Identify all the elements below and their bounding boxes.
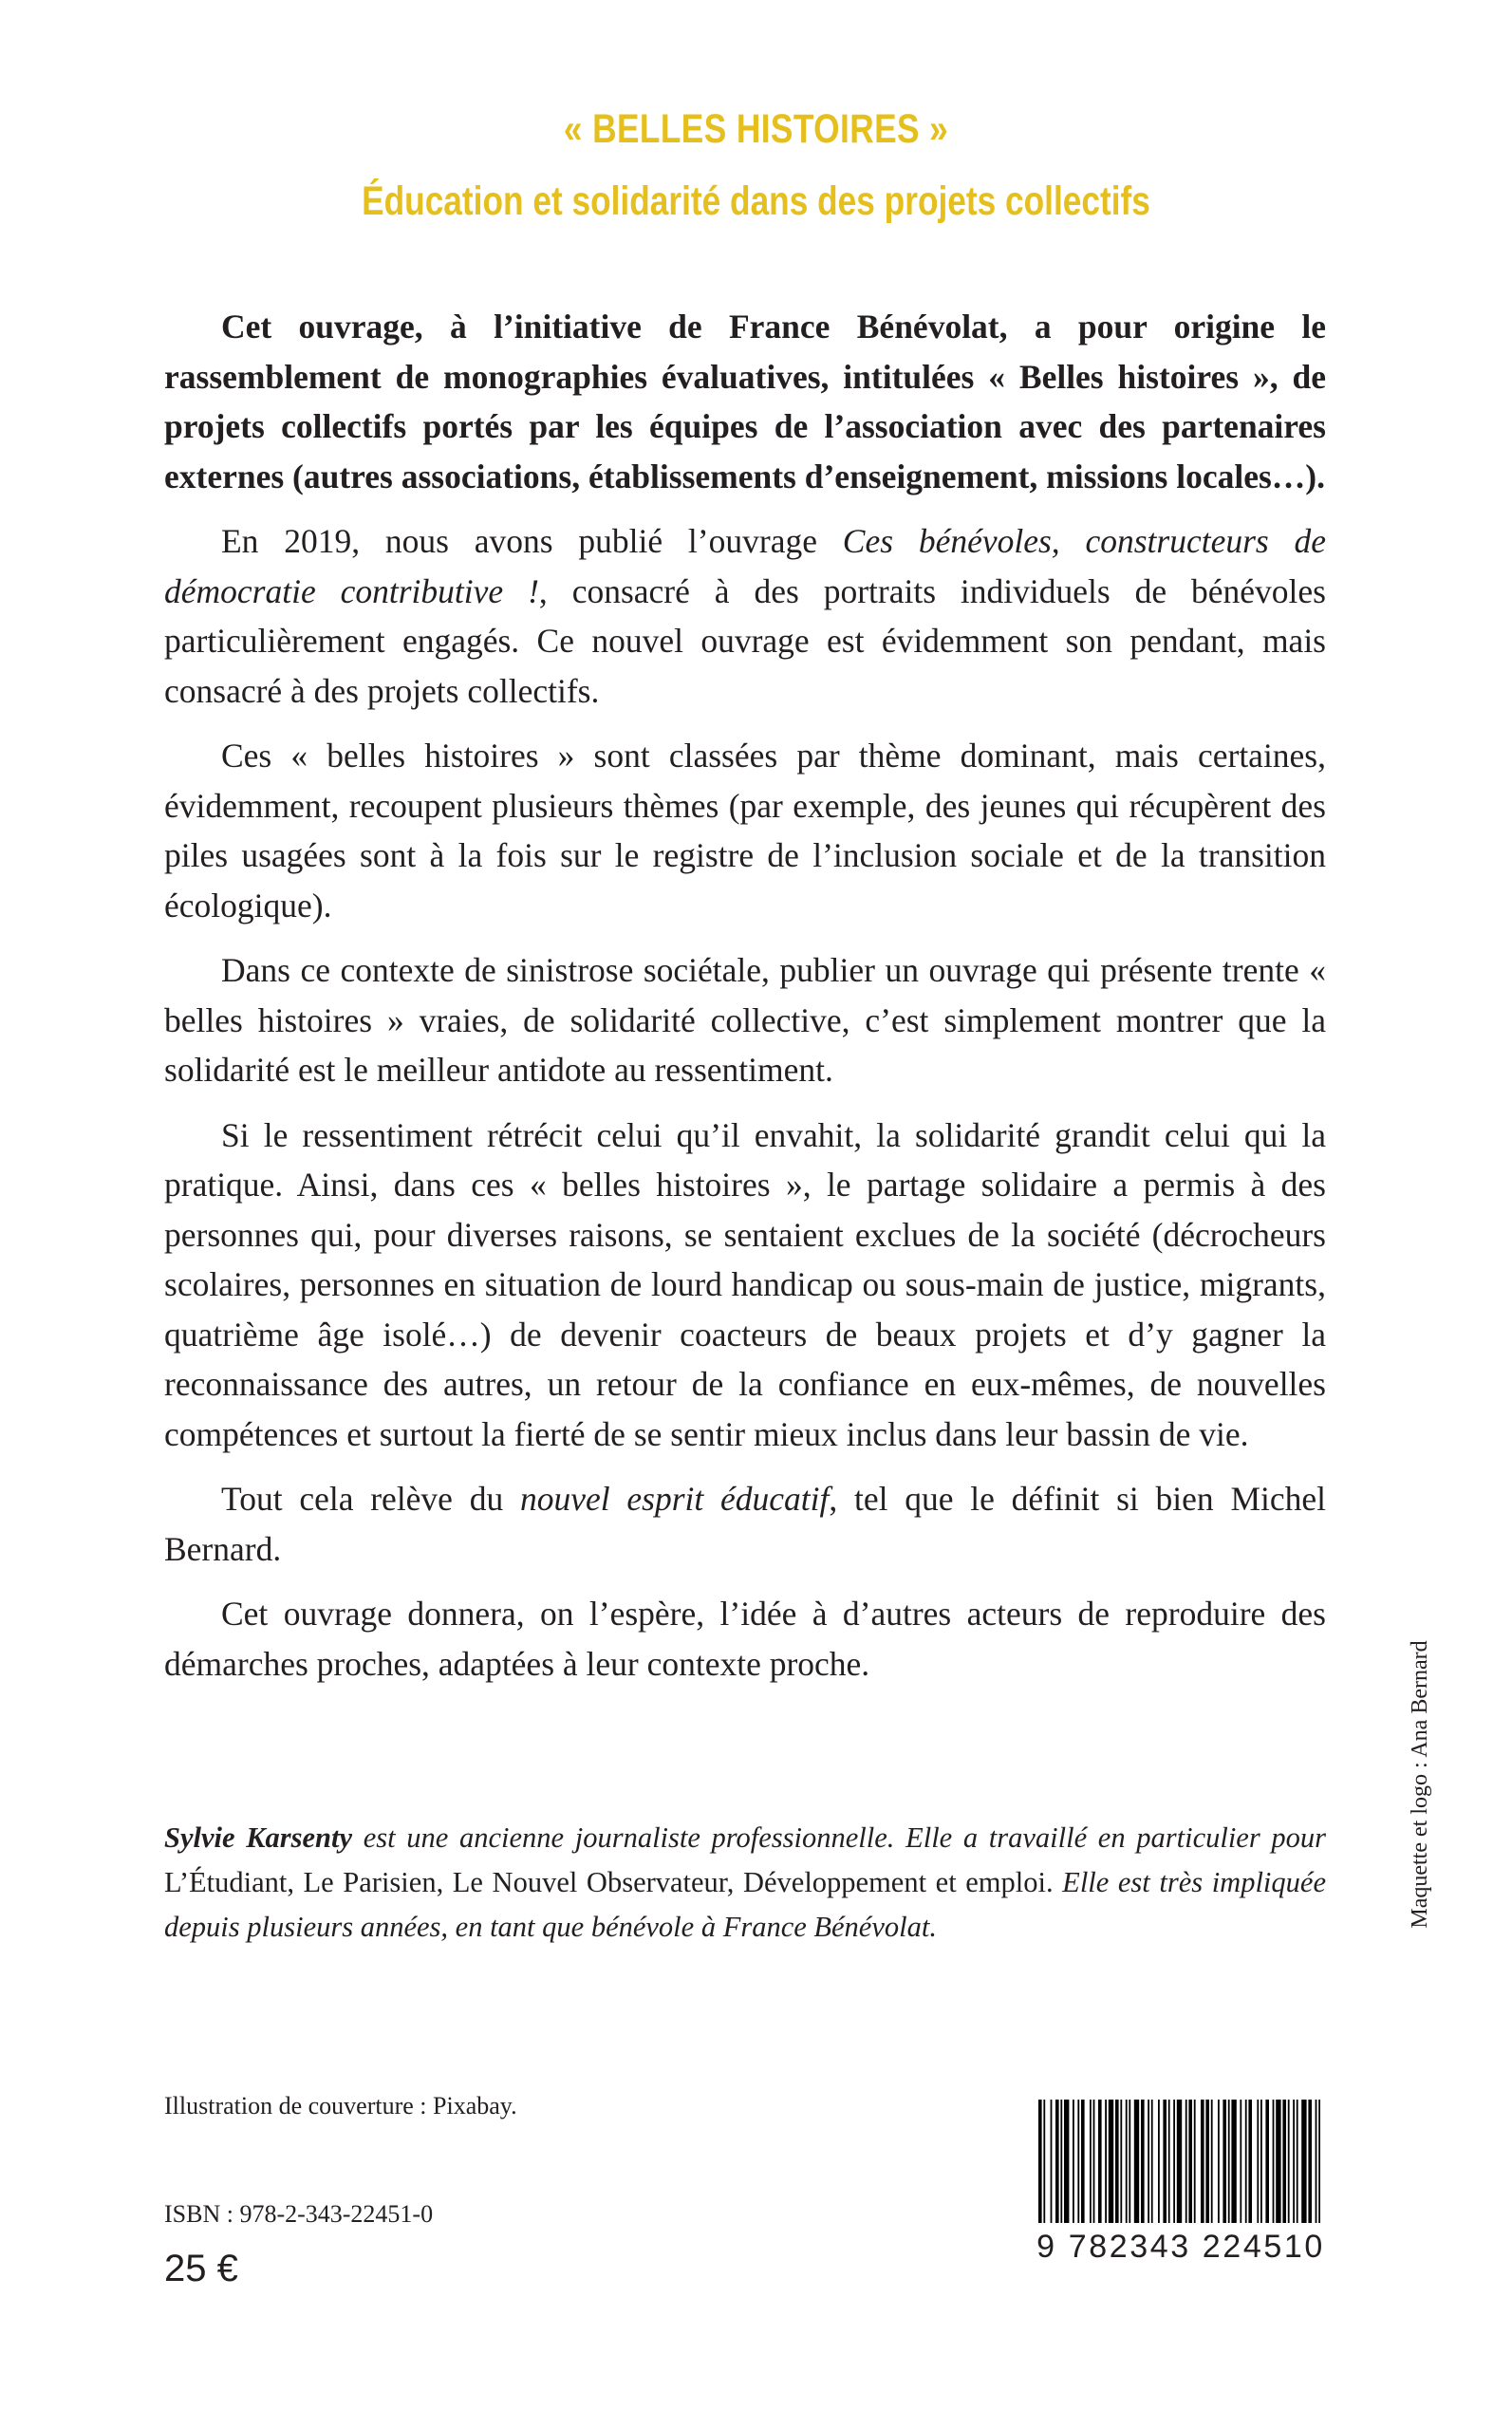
barcode-bar xyxy=(1211,2100,1213,2223)
bio-text-b: Elle est très impliquée depuis plusieurs années, en tant que bénévole à France Bénévolat. xyxy=(164,1866,1326,1943)
barcode-bar xyxy=(1073,2100,1074,2223)
barcode-bar xyxy=(1051,2100,1053,2223)
barcode-bar xyxy=(1282,2100,1286,2223)
summary-paragraph-3: Ces « belles histoires » sont classées par thème dominant, mais certaines, évidemment, recoupent plusieurs thèmes (par exemple, des jeunes qui récupèrent des piles usagées sont à la fois sur le registre de l’inclusion sociale et de la transition écologique). xyxy=(164,737,1326,924)
barcode-bar xyxy=(1141,2100,1145,2223)
barcode-bar xyxy=(1288,2100,1290,2223)
barcode-bar xyxy=(1194,2100,1196,2223)
barcode-bar xyxy=(1205,2100,1209,2223)
barcode-bar xyxy=(1228,2100,1230,2223)
barcode-bar xyxy=(1248,2100,1252,2223)
barcode-bar xyxy=(1318,2100,1320,2223)
barcode-bar xyxy=(1129,2100,1130,2223)
barcode-bar xyxy=(1038,2100,1042,2223)
design-credit: Maquette et logo : Ana Bernard xyxy=(1408,1640,1432,1929)
barcode-bar xyxy=(1257,2100,1259,2223)
summary-paragraph-6 xyxy=(164,1474,1326,1574)
barcode-bar xyxy=(1148,2100,1149,2223)
author-name: Sylvie Karsenty xyxy=(164,1821,353,1854)
summary-paragraph-2 xyxy=(164,516,1326,716)
p6-italic: nouvel esprit éducatif xyxy=(519,1480,830,1518)
barcode-bar xyxy=(1223,2100,1226,2223)
barcode-bar xyxy=(1043,2100,1045,2223)
barcode-bar xyxy=(1316,2100,1317,2223)
barcode-bar xyxy=(1120,2100,1122,2223)
barcode-bar xyxy=(1297,2100,1298,2223)
barcode-bar xyxy=(1115,2100,1119,2223)
barcode-bar xyxy=(1276,2100,1280,2223)
barcode-digits: 9 782343 224510 xyxy=(1036,2229,1325,2265)
barcode-bar xyxy=(1151,2100,1153,2223)
barcode-bar xyxy=(1301,2100,1306,2223)
barcode-bar xyxy=(1173,2100,1175,2223)
barcode-bar xyxy=(1273,2100,1275,2223)
barcode-bar xyxy=(1090,2100,1092,2223)
barcode-bar xyxy=(1109,2100,1113,2223)
barcode-bar xyxy=(1308,2100,1312,2223)
barcode-bar xyxy=(1060,2100,1062,2223)
barcode-bar xyxy=(1105,2100,1107,2223)
barcode-bar xyxy=(1260,2100,1262,2223)
barcode xyxy=(1031,2100,1331,2270)
illustration-credit: Illustration de couverture : Pixabay. xyxy=(164,2092,517,2120)
bio-publications: L’Étudiant, Le Parisien, Le Nouvel Observateur, Développement et emploi. xyxy=(164,1866,1054,1898)
book-title: « BELLES HISTOIRES » xyxy=(563,106,949,152)
summary-paragraph-1: Cet ouvrage, à l’initiative de France Bénévolat, a pour origine le rassemblement de monographies évaluatives, intitulées « Belles histoires », de projets collectifs portés par les équipes de l’association avec des partenaires externes (autres associations, établissements d’enseignement, missions locales…). xyxy=(164,308,1326,495)
summary-paragraph-4: Dans ce contexte de sinistrose sociétale, publier un ouvrage qui présente trente « belles histoires » vraies, de solidarité collective, c’est simplement montrer que la solidarité est le meilleur antidote au ressentiment. xyxy=(164,951,1326,1089)
barcode-bar xyxy=(1081,2100,1085,2223)
p2-text-b: , consacré à des portraits individuels de bénévoles particulièrement engagés. Ce nouvel ouvrage est évidemment son pendant, mais consacré à des projets collectifs. xyxy=(164,571,1326,710)
barcode-bar xyxy=(1201,2100,1204,2223)
author-bio xyxy=(164,1816,1326,1950)
book-subtitle: Éducation et solidarité dans des projets collectifs xyxy=(362,178,1150,224)
barcode-bar xyxy=(1055,2100,1059,2223)
barcode-bar xyxy=(1077,2100,1079,2223)
barcode-bar xyxy=(1158,2100,1160,2223)
barcode-bar xyxy=(1218,2100,1220,2223)
isbn: ISBN : 978-2-343-22451-0 xyxy=(164,2200,434,2228)
barcode-bar xyxy=(1098,2100,1102,2223)
barcode-bar xyxy=(1064,2100,1069,2223)
barcode-bar xyxy=(1168,2100,1170,2223)
barcode-bar xyxy=(1240,2100,1241,2223)
barcode-bar xyxy=(1265,2100,1269,2223)
p2-text-a: En 2019, nous avons publié l’ouvrage xyxy=(221,522,843,560)
p6-text-b: , tel que le définit si bien Michel Bernard. xyxy=(164,1480,1326,1568)
p2-book-title: Ces bénévoles, constructeurs de démocratie contributive ! xyxy=(164,522,1327,610)
bio-text-a: est une ancienne journaliste professionnelle. Elle a travaillé en particulier pour xyxy=(352,1821,1326,1854)
barcode-bar xyxy=(1293,2100,1295,2223)
barcode-bar xyxy=(1185,2100,1187,2223)
barcode-bar xyxy=(1134,2100,1139,2223)
summary-paragraph-7: Cet ouvrage donnera, on l’espère, l’idée à d’autres acteurs de reproduire des démarches proches, adaptées à leur contexte proche. xyxy=(164,1595,1326,1683)
barcode-bar xyxy=(1177,2100,1182,2223)
barcode-bars xyxy=(1031,2100,1331,2232)
barcode-bar xyxy=(1231,2100,1236,2223)
barcode-bar xyxy=(1188,2100,1192,2223)
barcode-bar xyxy=(1093,2100,1095,2223)
barcode-bar xyxy=(1126,2100,1128,2223)
back-cover-summary xyxy=(164,302,1326,1704)
price: 25 € xyxy=(164,2248,238,2289)
summary-paragraph-5: Si le ressentiment rétrécit celui qu’il envahit, la solidarité grandit celui qui la pratique. Ainsi, dans ces « belles histoires », le partage solidaire a permis à des personnes qui, pour diverses raisons, se sentaient exclues de la société (décrocheurs scolaires, personnes en situation de lourd handicap ou sous-main de justice, migrants, quatrième âge isolé…) de devenir coacteurs de beaux projets et d’y gagner la reconnaissance des autres, un retour de la confiance en eux-mêmes, de nouvelles compétences et surtout la fierté de se sentir mieux inclus dans leur bassin de vie. xyxy=(164,1115,1326,1453)
p6-text-a: Tout cela relève du xyxy=(221,1480,520,1518)
barcode-bar xyxy=(1163,2100,1167,2223)
barcode-bar xyxy=(1245,2100,1247,2223)
